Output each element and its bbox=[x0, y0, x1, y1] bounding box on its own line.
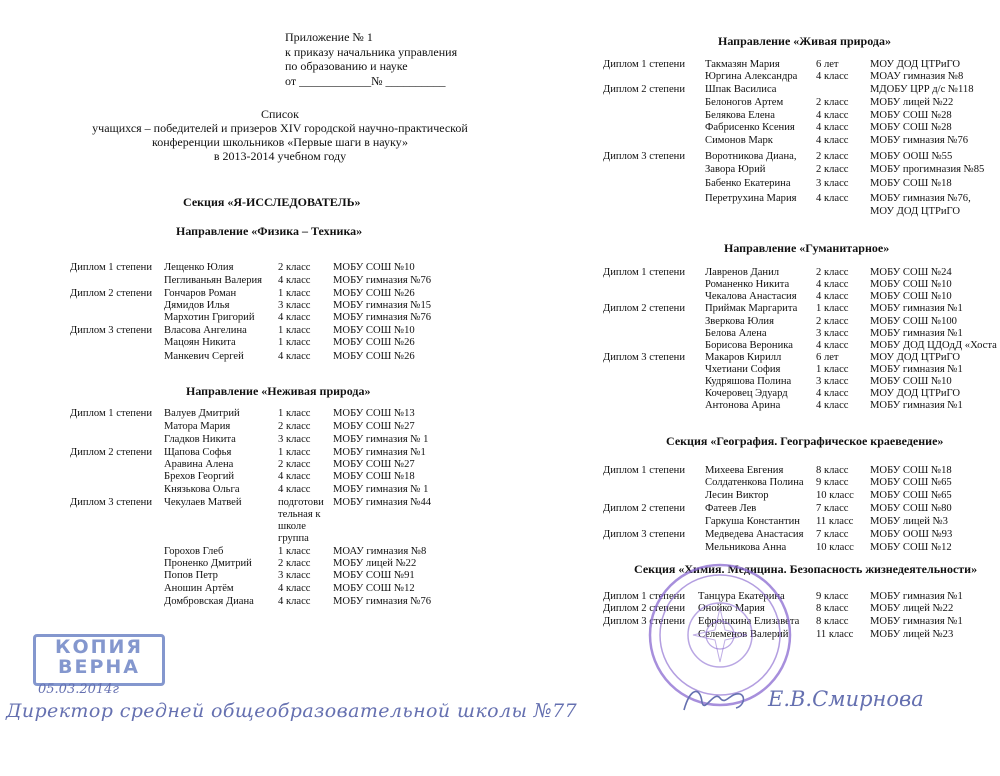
cell-grade: 4 класс bbox=[278, 275, 311, 286]
cell-grade: 1 класс bbox=[816, 303, 849, 314]
cell-grade: 2 класс bbox=[816, 151, 849, 162]
section-researcher-title: Секция «Я-ИССЛЕДОВАТЕЛЬ» bbox=[183, 195, 361, 209]
cell-grade: 2 класс bbox=[816, 164, 849, 175]
cell-grade: 2 класс bbox=[278, 421, 311, 432]
cell-diploma: Диплом 3 степени bbox=[603, 529, 685, 540]
cell-name: Домбровская Диана bbox=[164, 596, 254, 607]
cell-name: Проненко Дмитрий bbox=[164, 558, 252, 569]
cell-school: МОБУ гимназия №76 bbox=[333, 312, 432, 323]
direction-nonliving-title: Направление «Неживая природа» bbox=[186, 384, 371, 398]
cell-school: МОБУ СОШ №24 bbox=[870, 267, 952, 278]
cell-name: Белова Алена bbox=[705, 328, 767, 339]
cell-grade: 2 класс bbox=[278, 459, 311, 470]
cell-school: МОБУ СОШ №91 bbox=[333, 570, 415, 581]
cell-name: Бабенко Екатерина bbox=[705, 178, 791, 189]
cell-school: МОБУ лицей №23 bbox=[870, 629, 954, 640]
cell-grade: 10 класс bbox=[816, 490, 854, 501]
cell-grade: 2 класс bbox=[278, 558, 311, 569]
cell-grade: 4 класс bbox=[278, 471, 311, 482]
cell-grade: 4 класс bbox=[816, 400, 849, 411]
cell-school: МОБУ СОШ №65 bbox=[870, 490, 952, 501]
cell-name: Кудряшова Полина bbox=[705, 376, 792, 387]
appendix-line-3: по образованию и науке bbox=[285, 59, 408, 73]
cell-grade: 4 класс bbox=[278, 484, 311, 495]
stamp-line-1: КОПИЯ bbox=[54, 636, 144, 658]
cell-grade: 1 класс bbox=[278, 288, 311, 299]
cell-school: МОБУ ДОД ЦДОдД «Хоста bbox=[870, 340, 997, 351]
direction-living-title: Направление «Живая природа» bbox=[718, 34, 891, 48]
cell-grade: 4 класс bbox=[816, 135, 849, 146]
cell-diploma: Диплом 3 степени bbox=[603, 616, 685, 627]
cell-school: МОБУ лицей №22 bbox=[870, 603, 954, 614]
cell-school: МОБУ СОШ №18 bbox=[870, 178, 952, 189]
cell-school: МОБУ гимназия №15 bbox=[333, 300, 432, 311]
cell-grade: 10 класс bbox=[816, 542, 854, 553]
cell-grade: 3 класс bbox=[816, 178, 849, 189]
cell-name: Чекалова Анастасия bbox=[705, 291, 797, 302]
cell-school: МОБУ гимназия №76 bbox=[333, 596, 432, 607]
cell-name: Попов Петр bbox=[164, 570, 218, 581]
cell-school: МОБУ СОШ №10 bbox=[870, 291, 952, 302]
cell-name: Антонова Арина bbox=[705, 400, 781, 411]
cell-name: Валуев Дмитрий bbox=[164, 408, 240, 419]
cell-school: МОБУ СОШ №26 bbox=[333, 337, 415, 348]
cell-diploma: Диплом 2 степени bbox=[603, 84, 685, 95]
cell-name: Чхетиани София bbox=[705, 364, 781, 375]
cell-grade: 3 класс bbox=[816, 328, 849, 339]
cell-school: МОБУ СОШ №28 bbox=[870, 110, 952, 121]
cell-diploma: Диплом 2 степени bbox=[70, 288, 152, 299]
section-chemistry-title: Секция «Химия. Медицина. Безопасность жизнедеятельности» bbox=[634, 562, 978, 576]
cell-grade: 4 класс bbox=[816, 279, 849, 290]
cell-grade: подготови тельная к школе группа bbox=[278, 497, 324, 544]
cell-diploma: Диплом 2 степени bbox=[603, 603, 685, 614]
cell-school: МОБУ гимназия №1 bbox=[870, 616, 963, 627]
cell-grade: 2 класс bbox=[816, 267, 849, 278]
section-geography-title: Секция «География. Географическое краеведение» bbox=[666, 434, 944, 448]
cell-school: МОБУ СОШ №13 bbox=[333, 408, 415, 419]
cell-name: Чекулаев Матвей bbox=[164, 497, 242, 508]
cell-school: МОУ ДОД ЦТРиГО bbox=[870, 352, 961, 363]
cell-grade: 6 лет bbox=[816, 59, 839, 70]
signature-scribble bbox=[680, 680, 750, 720]
cell-school: МОБУ гимназия №76 bbox=[333, 275, 432, 286]
cell-grade: 4 класс bbox=[816, 193, 849, 204]
cell-school: МОУ ДОД ЦТРиГО bbox=[870, 388, 961, 399]
cell-school: МОБУ СОШ №10 bbox=[870, 376, 952, 387]
cell-school: МОБУ СОШ №28 bbox=[870, 122, 952, 133]
appendix-line-2: к приказу начальника управления bbox=[285, 44, 458, 59]
cell-name: Матора Мария bbox=[164, 421, 231, 432]
cell-name: Власова Ангелина bbox=[164, 325, 247, 336]
cell-name: Брехов Георгий bbox=[164, 471, 235, 482]
cell-name: Борисова Вероника bbox=[705, 340, 793, 351]
cell-school: МОБУ СОШ №10 bbox=[870, 279, 952, 290]
cell-school: МОБУ СОШ №18 bbox=[333, 471, 415, 482]
cell-school: МДОБУ ЦРР д/с №118 bbox=[870, 84, 974, 95]
cell-grade: 11 класс bbox=[816, 516, 854, 527]
cell-diploma: Диплом 1 степени bbox=[603, 59, 685, 70]
cell-school: МОБУ СОШ №26 bbox=[333, 288, 415, 299]
handwritten-date: 05.03.2014г bbox=[38, 682, 120, 697]
cell-name: Князькова Ольга bbox=[164, 484, 240, 495]
cell-grade: 8 класс bbox=[816, 616, 849, 627]
cell-school: МОБУ гимназия №1 bbox=[333, 447, 426, 458]
direction-humanities-title: Направление «Гуманитарное» bbox=[724, 241, 890, 255]
cell-name: Михеева Евгения bbox=[705, 465, 784, 476]
cell-school: МОБУ СОШ №65 bbox=[870, 477, 952, 488]
cell-grade: 8 класс bbox=[816, 603, 849, 614]
cell-grade: 1 класс bbox=[278, 325, 311, 336]
cell-diploma: Диплом 3 степени bbox=[603, 352, 685, 363]
cell-name: Зверкова Юлия bbox=[705, 316, 774, 327]
cell-diploma: Диплом 3 степени bbox=[70, 497, 152, 508]
cell-grade: 3 класс bbox=[278, 570, 311, 581]
title-line-1: Список bbox=[260, 107, 299, 121]
cell-name: Онойко Мария bbox=[698, 603, 765, 614]
cell-name: Танцура Екатерина bbox=[698, 591, 785, 602]
cell-grade: 1 класс bbox=[816, 364, 849, 375]
cell-grade: 4 класс bbox=[816, 110, 849, 121]
cell-diploma: Диплом 3 степени bbox=[70, 325, 152, 336]
stamp-line-2: ВЕРНА bbox=[58, 656, 140, 678]
direction-physics-title: Направление «Физика – Техника» bbox=[176, 224, 363, 238]
cell-grade: 3 класс bbox=[278, 300, 311, 311]
cell-name: Мельникова Анна bbox=[705, 542, 787, 553]
cell-diploma: Диплом 2 степени bbox=[70, 447, 152, 458]
cell-grade: 4 класс bbox=[816, 122, 849, 133]
cell-school: МОБУ СОШ №10 bbox=[333, 325, 415, 336]
cell-diploma: Диплом 2 степени bbox=[603, 303, 685, 314]
cell-diploma: Диплом 1 степени bbox=[70, 262, 152, 273]
cell-school: МОБУ гимназия №1 bbox=[870, 591, 963, 602]
cell-grade: 9 класс bbox=[816, 591, 849, 602]
handwritten-signature-name: Е.В.Смирнова bbox=[768, 687, 924, 711]
cell-name: Приймак Маргарита bbox=[705, 303, 798, 314]
cell-grade: 3 класс bbox=[278, 434, 311, 445]
cell-grade: 9 класс bbox=[816, 477, 849, 488]
cell-name: Белякова Елена bbox=[705, 110, 775, 121]
document-title bbox=[70, 107, 490, 163]
cell-name: Гаркуша Константин bbox=[705, 516, 800, 527]
cell-name: Белоногов Артем bbox=[705, 97, 784, 108]
cell-name: Гладков Никита bbox=[164, 434, 236, 445]
cell-school: МОУ ДОД ЦТРиГО bbox=[870, 206, 961, 217]
cell-name: Аношин Артём bbox=[164, 583, 234, 594]
cell-grade: 2 класс bbox=[278, 262, 311, 273]
cell-grade: 4 класс bbox=[816, 388, 849, 399]
cell-name: Солдатенкова Полина bbox=[705, 477, 804, 488]
cell-name: Симонов Марк bbox=[705, 135, 773, 146]
cell-school: МОБУ гимназия №44 bbox=[333, 497, 432, 508]
cell-grade: 4 класс bbox=[278, 312, 311, 323]
cell-grade: 7 класс bbox=[816, 503, 849, 514]
cell-name: Селеменов Валерий bbox=[698, 629, 789, 640]
cell-school: МОБУ гимназия № 1 bbox=[333, 434, 429, 445]
appendix-line-4: от ____________№ __________ bbox=[285, 73, 446, 88]
cell-name: Юргина Александра bbox=[705, 71, 798, 82]
appendix-line-1: Приложение № 1 bbox=[285, 30, 373, 44]
cell-school: МОБУ гимназия №1 bbox=[870, 328, 963, 339]
cell-school: МОБУ СОШ №18 bbox=[870, 465, 952, 476]
cell-name: Кочеровец Эдуард bbox=[705, 388, 788, 399]
cell-grade: 1 класс bbox=[278, 408, 311, 419]
cell-name: Лещенко Юлия bbox=[164, 262, 234, 273]
cell-grade: 8 класс bbox=[816, 465, 849, 476]
cell-grade: 11 класс bbox=[816, 629, 854, 640]
cell-school: МОБУ СОШ №27 bbox=[333, 421, 415, 432]
cell-grade: 2 класс bbox=[816, 97, 849, 108]
cell-diploma: Диплом 1 степени bbox=[603, 465, 685, 476]
cell-name: Лавренов Данил bbox=[705, 267, 780, 278]
cell-grade: 1 класс bbox=[278, 337, 311, 348]
cell-school: МОБУ СОШ №26 bbox=[333, 351, 415, 362]
cell-name: Макаров Кирилл bbox=[705, 352, 782, 363]
cell-school: МОБУ СОШ №10 bbox=[333, 262, 415, 273]
cell-grade: 4 класс bbox=[816, 340, 849, 351]
title-line-3: конференции школьников «Первые шаги в науку» bbox=[152, 135, 408, 149]
cell-grade: 4 класс bbox=[278, 583, 311, 594]
cell-name: Дямидов Илья bbox=[164, 300, 230, 311]
cell-name: Фатеев Лев bbox=[705, 503, 757, 514]
cell-diploma: Диплом 2 степени bbox=[603, 503, 685, 514]
cell-school: МОАУ гимназия №8 bbox=[333, 546, 427, 557]
cell-grade: 6 лет bbox=[816, 352, 839, 363]
cell-school: МОБУ гимназия №1 bbox=[870, 400, 963, 411]
cell-school: МОБУ гимназия №1 bbox=[870, 303, 963, 314]
cell-grade: 1 класс bbox=[278, 447, 311, 458]
cell-school: МОБУ ООШ №55 bbox=[870, 151, 953, 162]
cell-grade: 1 класс bbox=[278, 546, 311, 557]
handwritten-director: Директор средней общеобразовательной школы №77 bbox=[6, 700, 578, 722]
cell-name: Пегливаньян Валерия bbox=[164, 275, 263, 286]
cell-name: Лесин Виктор bbox=[705, 490, 769, 501]
cell-name: Такмазян Мария bbox=[705, 59, 780, 70]
cell-school: МОАУ гимназия №8 bbox=[870, 71, 964, 82]
cell-grade: 4 класс bbox=[816, 291, 849, 302]
cell-name: Фабрисенко Ксения bbox=[705, 122, 795, 133]
cell-name: Аравина Алена bbox=[164, 459, 234, 470]
cell-school: МОБУ гимназия №76, bbox=[870, 193, 971, 204]
cell-grade: 4 класс bbox=[278, 596, 311, 607]
cell-school: МОБУ прогимназия №85 bbox=[870, 164, 985, 175]
cell-name: Мацоян Никита bbox=[164, 337, 236, 348]
cell-name: Перетрухина Мария bbox=[705, 193, 797, 204]
cell-school: МОУ ДОД ЦТРиГО bbox=[870, 59, 961, 70]
cell-school: МОБУ гимназия №1 bbox=[870, 364, 963, 375]
title-line-4: в 2013-2014 учебном году bbox=[213, 149, 347, 163]
cell-grade: 4 класс bbox=[278, 351, 311, 362]
copy-verified-stamp bbox=[33, 634, 165, 686]
cell-grade: 7 класс bbox=[816, 529, 849, 540]
cell-school: МОБУ ООШ №93 bbox=[870, 529, 953, 540]
cell-name: Горохов Глеб bbox=[164, 546, 224, 557]
cell-diploma: Диплом 3 степени bbox=[603, 151, 685, 162]
cell-school: МОБУ СОШ №80 bbox=[870, 503, 952, 514]
title-line-2: учащихся – победителей и призеров XIV городской научно-практической bbox=[92, 121, 468, 135]
cell-grade: 2 класс bbox=[816, 316, 849, 327]
cell-diploma: Диплом 1 степени bbox=[603, 591, 685, 602]
cell-school: МОБУ лицей №22 bbox=[333, 558, 417, 569]
cell-name: Щапова Софья bbox=[164, 447, 232, 458]
cell-name: Воротникова Диана, bbox=[705, 151, 797, 162]
cell-school: МОБУ СОШ №27 bbox=[333, 459, 415, 470]
cell-diploma: Диплом 1 степени bbox=[70, 408, 152, 419]
cell-name: Мархотин Григорий bbox=[164, 312, 255, 323]
cell-school: МОБУ СОШ №12 bbox=[870, 542, 952, 553]
cell-school: МОБУ лицей №22 bbox=[870, 97, 954, 108]
appendix-block bbox=[285, 30, 457, 88]
cell-school: МОБУ СОШ №12 bbox=[333, 583, 415, 594]
cell-name: Шпак Василиса bbox=[705, 84, 777, 95]
cell-grade: 4 класс bbox=[816, 71, 849, 82]
cell-school: МОБУ СОШ №100 bbox=[870, 316, 957, 327]
cell-diploma: Диплом 1 степени bbox=[603, 267, 685, 278]
cell-name: Манкевич Сергей bbox=[164, 351, 244, 362]
cell-name: Медведева Анастасия bbox=[705, 529, 804, 540]
cell-grade: 3 класс bbox=[816, 376, 849, 387]
cell-name: Гончаров Роман bbox=[164, 288, 237, 299]
cell-school: МОБУ лицей №3 bbox=[870, 516, 948, 527]
cell-school: МОБУ гимназия №76 bbox=[870, 135, 969, 146]
cell-school: МОБУ гимназия № 1 bbox=[333, 484, 429, 495]
cell-name: Романенко Никита bbox=[705, 279, 790, 290]
cell-name: Ефрошкина Елизавета bbox=[698, 616, 800, 627]
cell-name: Завора Юрий bbox=[705, 164, 766, 175]
